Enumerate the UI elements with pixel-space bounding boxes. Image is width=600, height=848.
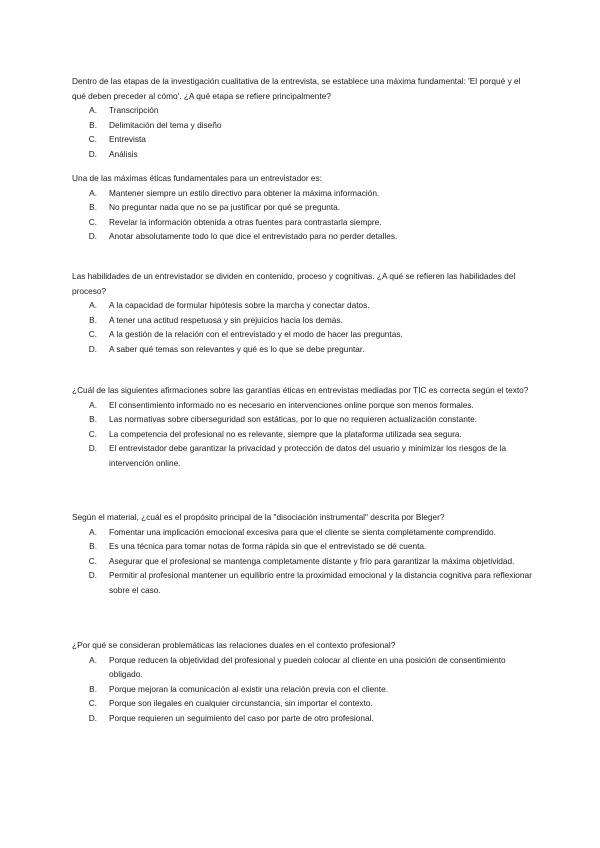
option-letter: A. bbox=[89, 300, 97, 311]
option-text: Delimitación del tema y diseño bbox=[109, 119, 222, 130]
option-text: Es una técnica para tomar notas de forma rápida sin que el entrevistado se dé cuenta. bbox=[109, 541, 427, 552]
option-c bbox=[72, 696, 532, 711]
option-d bbox=[72, 711, 532, 726]
option-letter: B. bbox=[89, 314, 97, 325]
option-a bbox=[72, 525, 532, 540]
option-text: A tener una actitud respetuosa y sin prejuicios hacia los demás. bbox=[109, 314, 343, 325]
question-stem: Una de las máximas éticas fundamentales para un entrevistador es: bbox=[72, 173, 322, 183]
option-letter: B. bbox=[89, 541, 97, 552]
question-stem: Según el material, ¿cuál es el propósito principal de la "disociación instrumental" descrita por Bleger? bbox=[72, 512, 445, 522]
option-c bbox=[72, 215, 532, 230]
option-d bbox=[72, 229, 532, 244]
option-text: El entrevistador debe garantizar la privacidad y protección de datos del usuario y minimizar los riesgos de la intervención online. bbox=[109, 443, 507, 468]
option-text: Entrevista bbox=[109, 134, 146, 145]
option-text: Asegurar que el profesional se mantenga completamente distante y frío para garantizar la máxima objetividad. bbox=[109, 555, 515, 566]
option-letter: D. bbox=[88, 343, 97, 354]
option-letter: D. bbox=[88, 231, 97, 242]
option-text: No preguntar nada que no se pa justificar por qué se pregunta. bbox=[109, 202, 341, 213]
option-list bbox=[72, 653, 532, 726]
option-list bbox=[72, 103, 532, 161]
option-list bbox=[72, 525, 532, 598]
option-text: Las normativas sobre ciberseguridad son estáticas, por lo que no requieren actualización constante. bbox=[109, 414, 478, 425]
option-b bbox=[72, 412, 532, 427]
option-text: Porque requieren un seguimiento del caso por parte de otro profesional. bbox=[109, 712, 374, 723]
option-letter: C. bbox=[88, 216, 97, 227]
option-a bbox=[72, 298, 532, 313]
option-b bbox=[72, 682, 532, 697]
option-letter: A. bbox=[89, 654, 97, 665]
option-b bbox=[72, 200, 532, 215]
question-stem: ¿Por qué se consideran problemáticas las relaciones duales en el contexto profesional? bbox=[72, 640, 396, 650]
option-b bbox=[72, 539, 532, 554]
option-letter: D. bbox=[88, 570, 97, 581]
option-text: Porque son ilegales en cualquier circunstancia, sin importar el contexto. bbox=[109, 698, 373, 709]
option-text: A la capacidad de formular hipótesis sobre la marcha y conectar datos. bbox=[109, 300, 370, 311]
option-b bbox=[72, 313, 532, 328]
question-stem: ¿Cuál de las siguientes afirmaciones sobre las garantías éticas en entrevistas mediadas por TIC es correcta según el texto? bbox=[72, 385, 529, 395]
option-letter: B. bbox=[89, 202, 97, 213]
option-text: Transcripción bbox=[109, 105, 159, 116]
option-letter: A. bbox=[89, 526, 97, 537]
option-text: Mantener siempre un estilo directivo para obtener la máxima información. bbox=[109, 187, 380, 198]
option-d bbox=[72, 441, 532, 470]
option-letter: B. bbox=[89, 414, 97, 425]
option-letter: C. bbox=[88, 555, 97, 566]
option-text: Análisis bbox=[109, 148, 138, 159]
option-text: La competencia del profesional no es relevante, siempre que la plataforma utilizada sea segura. bbox=[109, 428, 462, 439]
option-letter: C. bbox=[88, 428, 97, 439]
question-1 bbox=[72, 74, 532, 162]
option-d bbox=[72, 147, 532, 162]
option-letter: D. bbox=[88, 712, 97, 723]
option-letter: C. bbox=[88, 134, 97, 145]
option-text: El consentimiento informado no es necesario en intervenciones online porque son menos formales. bbox=[109, 399, 474, 410]
option-a bbox=[72, 398, 532, 413]
option-text: Porque reducen la objetividad del profesional y pueden colocar al cliente en una posición de consentimiento obligado. bbox=[109, 654, 506, 680]
option-c bbox=[72, 132, 532, 147]
question-stem: Las habilidades de un entrevistador se dividen en contenido, proceso y cognitivas. ¿A qué se refieren las habilidades del proceso? bbox=[72, 271, 516, 296]
option-text: Permitir al profesional mantener un equilibrio entre la proximidad emocional y la distancia cognitiva para reflexionar sobre el caso. bbox=[109, 570, 532, 595]
option-text: Porque mejoran la comunicación al existir una relación previa con el cliente. bbox=[109, 683, 389, 694]
option-letter: A. bbox=[89, 105, 97, 116]
option-a bbox=[72, 103, 532, 118]
option-list bbox=[72, 398, 532, 471]
option-letter: A. bbox=[89, 187, 97, 198]
option-text: Revelar la información obtenida a otras fuentes para contrastarla siempre. bbox=[109, 216, 382, 227]
option-text: A saber qué temas son relevantes y qué es lo que se debe preguntar. bbox=[109, 343, 365, 354]
option-letter: B. bbox=[89, 683, 97, 694]
question-4 bbox=[72, 383, 532, 471]
option-letter: D. bbox=[88, 443, 97, 454]
option-list bbox=[72, 298, 532, 356]
option-letter: B. bbox=[89, 119, 97, 130]
option-b bbox=[72, 118, 532, 133]
option-text: A la gestión de la relación con el entrevistado y el modo de hacer las preguntas. bbox=[109, 329, 403, 340]
option-letter: C. bbox=[88, 698, 97, 709]
option-c bbox=[72, 554, 532, 569]
question-2 bbox=[72, 171, 532, 244]
option-list bbox=[72, 186, 532, 244]
option-d bbox=[72, 568, 532, 597]
question-3 bbox=[72, 269, 532, 357]
option-c bbox=[72, 327, 532, 342]
option-d bbox=[72, 342, 532, 357]
option-text: Fomentar una implicación emocional excesiva para que el cliente se sienta completamente comprendido. bbox=[109, 526, 496, 537]
option-a bbox=[72, 186, 532, 201]
option-letter: A. bbox=[89, 399, 97, 410]
option-text: Anotar absolutamente todo lo que dice el entrevistado para no perder detalles. bbox=[109, 231, 398, 242]
option-letter: C. bbox=[88, 329, 97, 340]
question-stem: Dentro de las etapas de la investigación cualitativa de la entrevista, se establece una máxima fundamental: 'El porqué y el qué deben preceder al cómo'. ¿A qué etapa se refiere principalmente? bbox=[72, 76, 521, 101]
option-letter: D. bbox=[88, 148, 97, 159]
question-6 bbox=[72, 638, 532, 726]
question-5 bbox=[72, 510, 532, 598]
option-c bbox=[72, 427, 532, 442]
option-a bbox=[72, 653, 532, 682]
